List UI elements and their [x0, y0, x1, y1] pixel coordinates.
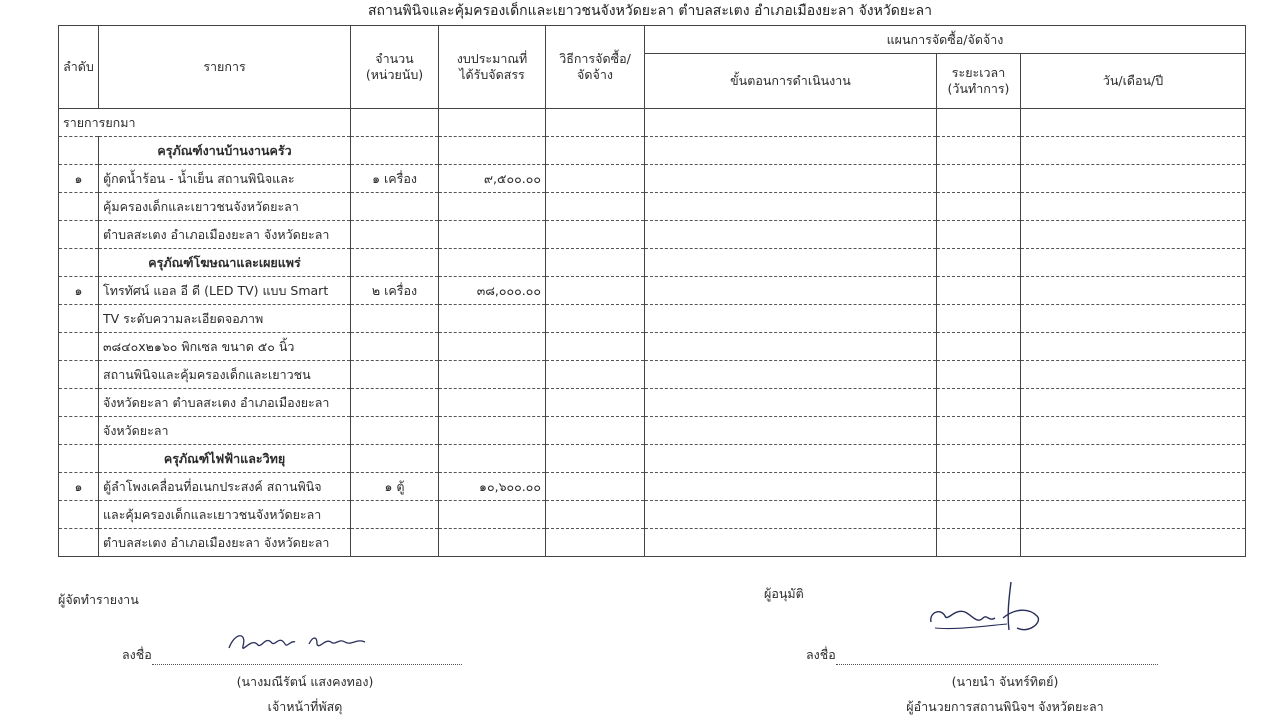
cell-budget [439, 249, 546, 277]
table-row [59, 389, 1246, 417]
approver-signature-line [836, 648, 1158, 665]
cell-quantity [351, 249, 439, 277]
cell-date [1021, 501, 1246, 529]
cell-item: TV ระดับความละเอียดจอภาพ [99, 305, 351, 333]
cell-method [546, 445, 645, 473]
cell-budget [439, 501, 546, 529]
cell-duration [937, 305, 1021, 333]
cell-quantity [351, 221, 439, 249]
cell-duration [937, 193, 1021, 221]
cell-quantity: ๑ เครื่อง [351, 165, 439, 193]
table-row [59, 501, 1246, 529]
cell-steps [645, 361, 937, 389]
cell-duration [937, 165, 1021, 193]
cell-method [546, 249, 645, 277]
cell-quantity [351, 529, 439, 557]
header-method: วิธีการจัดซื้อ/ จัดจ้าง [546, 26, 645, 109]
cell-duration [937, 249, 1021, 277]
table-row [59, 361, 1246, 389]
cell-item: ตู้กดน้ำร้อน - น้ำเย็น สถานพินิจและ [99, 165, 351, 193]
cell-duration [937, 417, 1021, 445]
reporter-position: เจ้าหน้าที่พัสดุ [267, 699, 343, 714]
header-steps: ขั้นตอนการดำเนินงาน [645, 54, 937, 109]
cell-budget [439, 333, 546, 361]
table-row [59, 109, 1246, 137]
table-row [59, 165, 1246, 193]
cell-steps [645, 221, 937, 249]
cell-date [1021, 305, 1246, 333]
cell-steps [645, 501, 937, 529]
approver-sign-line [806, 645, 1158, 665]
table-row [59, 221, 1246, 249]
cell-duration [937, 137, 1021, 165]
table-row [59, 417, 1246, 445]
cell-item: ๓๘๔๐x๒๑๖๐ พิกเซล ขนาด ๕๐ นิ้ว [99, 333, 351, 361]
table-row [59, 529, 1246, 557]
cell-duration [937, 361, 1021, 389]
approver-handwritten-signature [925, 578, 1055, 648]
cell-duration [937, 501, 1021, 529]
cell-method [546, 137, 645, 165]
table-row [59, 305, 1246, 333]
cell-no [59, 193, 99, 221]
cell-no [59, 305, 99, 333]
cell-date [1021, 277, 1246, 305]
cell-steps [645, 445, 937, 473]
cell-quantity [351, 333, 439, 361]
cell-method [546, 529, 645, 557]
category-heading: ครุภัณฑ์โฆษณาและเผยแพร่ [99, 249, 351, 277]
header-item: รายการ [99, 26, 351, 109]
cell-method [546, 305, 645, 333]
table-row [59, 445, 1246, 473]
reporter-caption: ผู้จัดทำรายงาน [58, 592, 139, 607]
cell-method [546, 193, 645, 221]
cell-budget [439, 221, 546, 249]
cell-duration [937, 277, 1021, 305]
cell-date [1021, 109, 1246, 137]
cell-no: ๑ [59, 277, 99, 305]
cell-budget [439, 417, 546, 445]
cell-item: คุ้มครองเด็กและเยาวชนจังหวัดยะลา [99, 193, 351, 221]
table-row [59, 193, 1246, 221]
cell-quantity [351, 501, 439, 529]
header-duration: ระยะเวลา (วันทำการ) [937, 54, 1021, 109]
cell-no [59, 501, 99, 529]
cell-date [1021, 389, 1246, 417]
cell-quantity [351, 137, 439, 165]
cell-budget [439, 529, 546, 557]
cell-steps [645, 333, 937, 361]
cell-item: ตู้ลำโพงเคลื่อนที่อเนกประสงค์ สถานพินิจ [99, 473, 351, 501]
cell-duration [937, 445, 1021, 473]
cell-no: ๑ [59, 473, 99, 501]
cell-budget [439, 193, 546, 221]
cell-item: จังหวัดยะลา ตำบลสะเตง อำเภอเมืองยะลา [99, 389, 351, 417]
cell-budget [439, 389, 546, 417]
cell-steps [645, 305, 937, 333]
cell-item: และคุ้มครองเด็กและเยาวชนจังหวัดยะลา [99, 501, 351, 529]
cell-duration [937, 529, 1021, 557]
cell-method [546, 501, 645, 529]
cell-method [546, 333, 645, 361]
cell-date [1021, 473, 1246, 501]
cell-no [59, 445, 99, 473]
cell-no [59, 333, 99, 361]
header-no: ลำดับ [59, 26, 99, 109]
cell-no [59, 221, 99, 249]
cell-quantity: ๑ ตู้ [351, 473, 439, 501]
cell-budget [439, 361, 546, 389]
approver-caption: ผู้อนุมัติ [764, 586, 804, 601]
cell-no [59, 361, 99, 389]
cell-steps [645, 193, 937, 221]
cell-budget: ๑๐,๖๐๐.๐๐ [439, 473, 546, 501]
cell-date [1021, 165, 1246, 193]
cell-duration [937, 333, 1021, 361]
cell-item: สถานพินิจและคุ้มครองเด็กและเยาวชน [99, 361, 351, 389]
cell-quantity [351, 417, 439, 445]
header-plan: แผนการจัดซื้อ/จัดจ้าง [645, 26, 1246, 54]
table-body [59, 109, 1246, 557]
cell-date [1021, 193, 1246, 221]
cell-budget: ๙,๕๐๐.๐๐ [439, 165, 546, 193]
table-row [59, 137, 1246, 165]
cell-item: จังหวัดยะลา [99, 417, 351, 445]
reporter-name: (นางมณีรัตน์ แสงคงทอง) [236, 674, 374, 689]
cell-quantity [351, 109, 439, 137]
cell-budget: ๓๘,๐๐๐.๐๐ [439, 277, 546, 305]
cell-no [59, 417, 99, 445]
cell-duration [937, 221, 1021, 249]
cell-steps [645, 165, 937, 193]
cell-method [546, 165, 645, 193]
cell-method [546, 277, 645, 305]
cell-item: ตำบลสะเตง อำเภอเมืองยะลา จังหวัดยะลา [99, 529, 351, 557]
header-quantity: จำนวน (หน่วยนับ) [351, 26, 439, 109]
cell-steps [645, 277, 937, 305]
header-date: วัน/เดือน/ปี [1021, 54, 1246, 109]
header-budget: งบประมาณที่ ได้รับจัดสรร [439, 26, 546, 109]
cell-date [1021, 249, 1246, 277]
reporter-sign-label: ลงชื่อ [122, 647, 152, 662]
cell-date [1021, 137, 1246, 165]
cell-duration [937, 109, 1021, 137]
page-title: สถานพินิจและคุ้มครองเด็กและเยาวชนจังหวัดยะลา ตำบลสะเตง อำเภอเมืองยะลา จังหวัดยะลา [368, 3, 932, 19]
procurement-plan-table [58, 25, 1246, 557]
cell-budget [439, 137, 546, 165]
approver-sign-label: ลงชื่อ [806, 647, 836, 662]
cell-date [1021, 417, 1246, 445]
table-row [59, 333, 1246, 361]
cell-quantity: ๒ เครื่อง [351, 277, 439, 305]
cell-method [546, 389, 645, 417]
cell-date [1021, 529, 1246, 557]
cell-item: ตำบลสะเตง อำเภอเมืองยะลา จังหวัดยะลา [99, 221, 351, 249]
cell-date [1021, 221, 1246, 249]
approver-position: ผู้อำนวยการสถานพินิจฯ จังหวัดยะลา [906, 699, 1104, 714]
cell-method [546, 361, 645, 389]
cell-steps [645, 417, 937, 445]
reporter-handwritten-signature [225, 626, 385, 660]
cell-no [59, 249, 99, 277]
cell-steps [645, 473, 937, 501]
category-heading: ครุภัณฑ์งานบ้านงานครัว [99, 137, 351, 165]
cell-date [1021, 361, 1246, 389]
cell-steps [645, 529, 937, 557]
cell-duration [937, 389, 1021, 417]
cell-quantity [351, 305, 439, 333]
cell-steps [645, 249, 937, 277]
category-heading: ครุภัณฑ์ไฟฟ้าและวิทยุ [99, 445, 351, 473]
table-row [59, 277, 1246, 305]
cell-budget [439, 445, 546, 473]
table-row [59, 249, 1246, 277]
table-row [59, 473, 1246, 501]
cell-steps [645, 389, 937, 417]
cell-method [546, 473, 645, 501]
cell-method [546, 417, 645, 445]
cell-quantity [351, 361, 439, 389]
cell-item: โทรทัศน์ แอล อี ดี (LED TV) แบบ Smart [99, 277, 351, 305]
cell-no [59, 137, 99, 165]
cell-date [1021, 445, 1246, 473]
cell-quantity [351, 389, 439, 417]
section-label: รายการยกมา [59, 109, 351, 137]
cell-quantity [351, 445, 439, 473]
cell-quantity [351, 193, 439, 221]
cell-budget [439, 109, 546, 137]
cell-no: ๑ [59, 165, 99, 193]
cell-method [546, 221, 645, 249]
cell-steps [645, 137, 937, 165]
cell-method [546, 109, 645, 137]
cell-budget [439, 305, 546, 333]
cell-date [1021, 333, 1246, 361]
cell-no [59, 529, 99, 557]
cell-steps [645, 109, 937, 137]
cell-duration [937, 473, 1021, 501]
approver-name: (นายนำ จันทร์ทิตย์) [951, 674, 1059, 689]
cell-no [59, 389, 99, 417]
